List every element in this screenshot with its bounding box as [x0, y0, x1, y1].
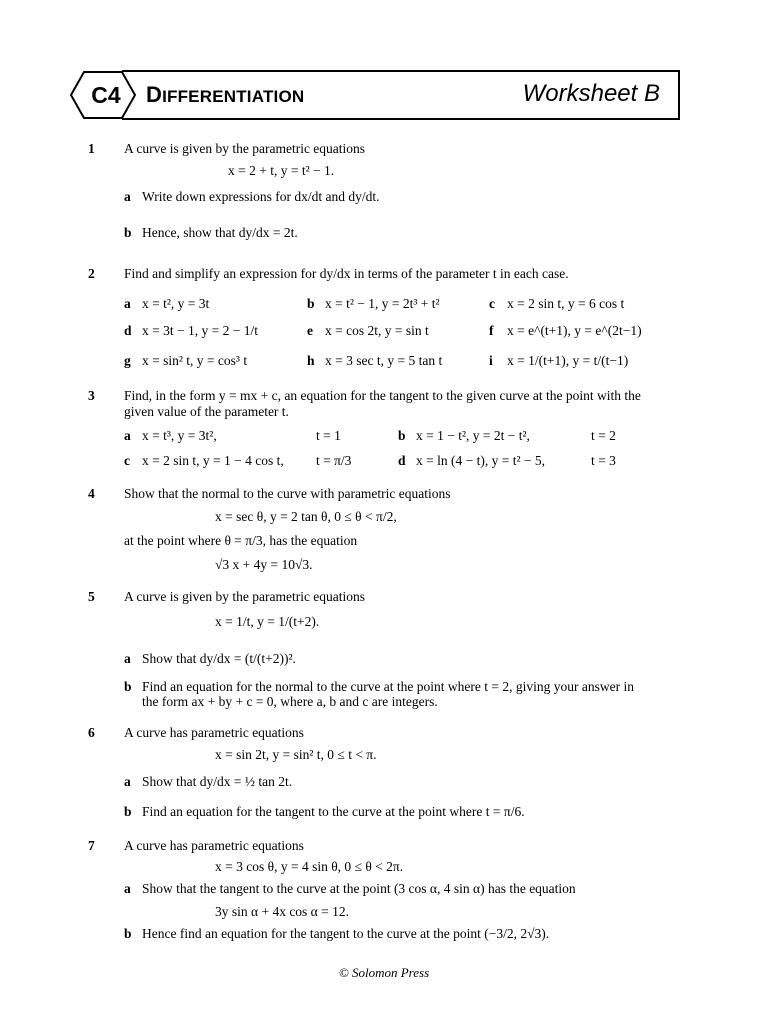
- q2-part-h: h x = 3 sec t, y = 5 tan t: [307, 353, 443, 368]
- q3-intro-line2: given value of the parameter t.: [124, 404, 289, 419]
- q4-intro: Show that the normal to the curve with parametric equations: [124, 486, 451, 501]
- q5-part-b-line1: b Find an equation for the normal to the curve at the point where t = 2, giving your answer in: [124, 679, 634, 694]
- q3-part-b: b x = 1 − t², y = 2t − t²,: [398, 428, 530, 443]
- footer-copyright: © Solomon Press: [338, 965, 430, 980]
- q7-part-a: a Show that the tangent to the curve at the point (3 cos α, 4 sin α) has the equation: [124, 881, 576, 896]
- q7-part-b: b Hence find an equation for the tangent to the curve at the point (−3/2, 2√3).: [124, 926, 550, 941]
- q7-equation: x = 3 cos θ, y = 4 sin θ, 0 ≤ θ < 2π.: [215, 859, 404, 874]
- q1-part-a: a Write down expressions for dx/dt and dy/dt.: [124, 189, 380, 204]
- q4-equation: x = sec θ, y = 2 tan θ, 0 ≤ θ < π/2,: [215, 509, 397, 524]
- q2-part-b: b x = t² − 1, y = 2t³ + t²: [307, 296, 440, 311]
- q2-part-g: g x = sin² t, y = cos³ t: [124, 353, 248, 368]
- q5-intro: A curve is given by the parametric equations: [124, 589, 366, 604]
- question-number: 6: [88, 725, 95, 740]
- q3-part-a: a x = t³, y = 3t²,: [124, 428, 217, 443]
- q3-intro-line1: Find, in the form y = mx + c, an equation for the tangent to the given curve at the point with the: [124, 388, 641, 403]
- q5-part-a: a Show that dy/dx = (t/(t+2))².: [124, 651, 296, 666]
- question-number: 4: [88, 486, 95, 501]
- chapter-badge: C4: [91, 82, 121, 108]
- q6-intro: A curve has parametric equations: [124, 725, 304, 740]
- q2-part-f: f x = e^(t+1), y = e^(2t−1): [489, 323, 642, 338]
- q3-part-d: d x = ln (4 − t), y = t² − 5,: [398, 453, 545, 468]
- worksheet-label: Worksheet B: [522, 80, 660, 107]
- q3-part-c-value: t = π/3: [316, 453, 352, 468]
- q6-part-b: b Find an equation for the tangent to the curve at the point where t = π/6.: [124, 804, 525, 819]
- q4-result: √3 x + 4y = 10√3.: [215, 557, 313, 572]
- question-number: 2: [88, 266, 95, 281]
- q7-part-a-result: 3y sin α + 4x cos α = 12.: [215, 904, 349, 919]
- q2-intro: Find and simplify an expression for dy/dx in terms of the parameter t in each case.: [124, 266, 569, 281]
- q2-part-d: d x = 3t − 1, y = 2 − 1/t: [124, 323, 258, 338]
- question-number: 7: [88, 838, 95, 853]
- q2-part-e: e x = cos 2t, y = sin t: [307, 323, 429, 338]
- q3-part-b-value: t = 2: [591, 428, 616, 443]
- worksheet-header: [70, 70, 680, 120]
- q2-part-c: c x = 2 sin t, y = 6 cos t: [489, 296, 625, 311]
- q1-part-b: b Hence, show that dy/dx = 2t.: [124, 225, 298, 240]
- q2-part-i: i x = 1/(t+1), y = t/(t−1): [489, 353, 629, 368]
- question-number: 3: [88, 388, 95, 403]
- q3-part-c: c x = 2 sin t, y = 1 − 4 cos t,: [124, 453, 284, 468]
- q5-equation: x = 1/t, y = 1/(t+2).: [215, 614, 320, 629]
- q6-equation: x = sin 2t, y = sin² t, 0 ≤ t < π.: [215, 747, 377, 762]
- q3-part-a-value: t = 1: [316, 428, 341, 443]
- q2-part-a: a x = t², y = 3t: [124, 296, 210, 311]
- page-title: DIFFERENTIATION: [146, 82, 305, 107]
- q5-part-b-line2: the form ax + by + c = 0, where a, b and c are integers.: [142, 694, 438, 709]
- q3-part-d-value: t = 3: [591, 453, 616, 468]
- q1-intro: A curve is given by the parametric equations: [124, 141, 366, 156]
- question-number: 1: [88, 141, 95, 156]
- q6-part-a: a Show that dy/dx = ½ tan 2t.: [124, 774, 293, 789]
- q4-line3: at the point where θ = π/3, has the equation: [124, 533, 358, 548]
- question-number: 5: [88, 589, 95, 604]
- q7-intro: A curve has parametric equations: [124, 838, 304, 853]
- q1-equation: x = 2 + t, y = t² − 1.: [228, 163, 335, 178]
